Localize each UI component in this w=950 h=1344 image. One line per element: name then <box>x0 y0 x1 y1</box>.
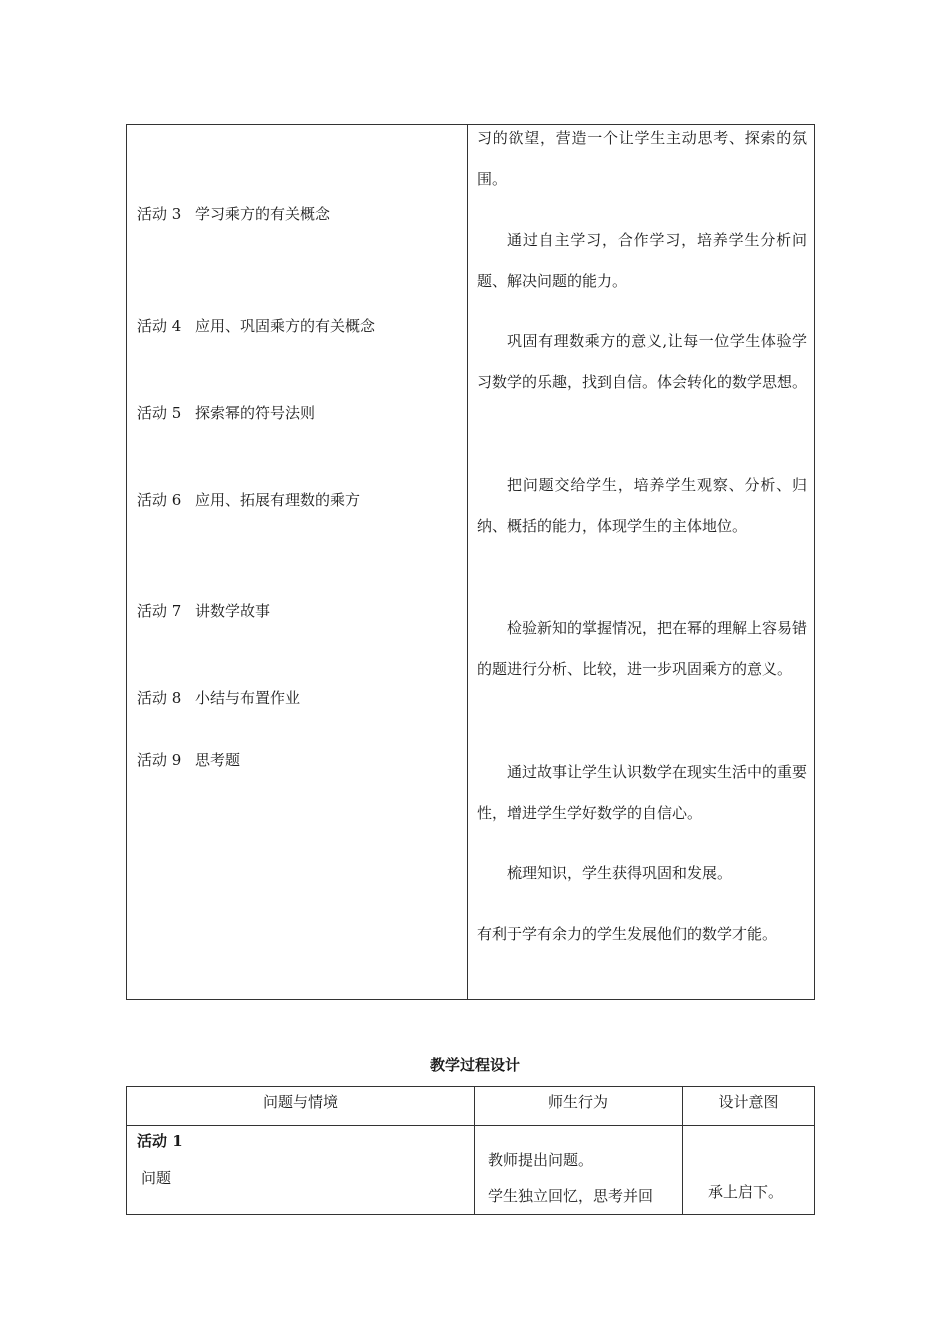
activity-label: 活动 1 <box>137 1132 183 1150</box>
intent-paragraph: 有利于学有余力的学生发展他们的数学才能。 <box>477 925 778 943</box>
activity-table <box>126 124 815 1000</box>
intent-paragraph: 把问题交给学生，培养学生观察、分析、归纳、概括的能力，体现学生的主体地位。 <box>477 476 807 535</box>
intent-paragraph: 通过自主学习，合作学习，培养学生分析问题、解决问题的能力。 <box>477 231 807 290</box>
activity-item: 活动 7 讲数学故事 <box>137 602 271 620</box>
activity-item: 活动 4 应用、巩固乘方的有关概念 <box>137 317 376 335</box>
activity-item: 活动 8 小结与布置作业 <box>137 689 301 707</box>
intent-paragraph: 通过故事让学生认识数学在现实生活中的重要性，增进学生学好数学的自信心。 <box>477 763 808 822</box>
intent-paragraph: 巩固有理数乘方的意义,让每一位学生体验学习数学的乐趣，找到自信。体会转化的数学思想。 <box>477 332 808 391</box>
intent-paragraph: 梳理知识，学生获得巩固和发展。 <box>507 864 733 882</box>
header-behavior: 师生行为 <box>547 1093 608 1111</box>
activity-item: 活动 3 学习乘方的有关概念 <box>137 205 331 223</box>
header-divider <box>127 1125 814 1126</box>
activity-item: 活动 5 探索幂的符号法则 <box>137 404 316 422</box>
activity-item: 活动 6 应用、拓展有理数的乘方 <box>137 491 361 509</box>
header-intent: 设计意图 <box>718 1093 779 1111</box>
intent-paragraph: 检验新知的掌握情况，把在幂的理解上容易错的题进行分析、比较，进一步巩固乘方的意义。 <box>477 619 808 678</box>
activity-item: 活动 9 思考题 <box>137 751 241 769</box>
teacher-behavior: 教师提出问题。 <box>488 1151 594 1169</box>
section-title: 教学过程设计 <box>429 1056 520 1074</box>
header-question: 问题与情境 <box>262 1093 338 1111</box>
student-behavior: 学生独立回忆，思考并回 <box>488 1187 654 1205</box>
column-divider <box>467 125 468 999</box>
design-intent: 承上启下。 <box>708 1183 784 1201</box>
process-table <box>126 1086 815 1215</box>
question-label: 问题 <box>141 1169 172 1187</box>
intent-paragraph: 习的欲望，营造一个让学生主动思考、探索的氛围。 <box>477 129 807 188</box>
